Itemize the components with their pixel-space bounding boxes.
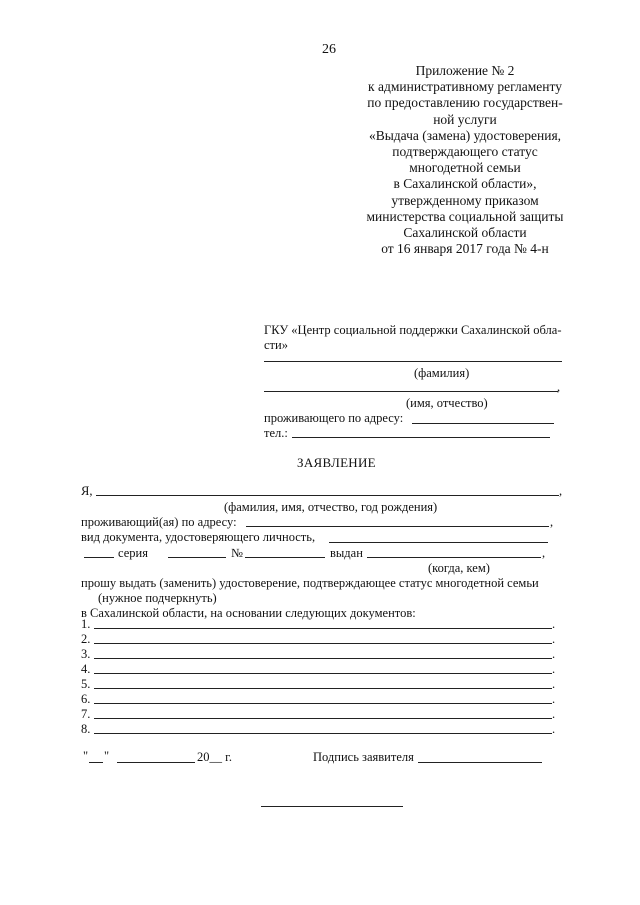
appendix-line: Приложение № 2 [415,63,515,78]
appendix-line: «Выдача (замена) удостоверения, [368,127,562,143]
appendix-line: многодетной семьи [409,160,521,176]
address-field[interactable] [412,423,554,424]
doc-item-number: 4. [81,662,91,676]
doc-item-number: 2. [81,632,91,646]
date-day-field[interactable] [89,762,103,763]
identity-doc-field[interactable] [329,542,548,543]
doc-item-end-dot: . [552,662,556,676]
request-line1: прошу выдать (заменить) удостоверение, подтверждающее статус многодетной семьи [81,576,539,590]
issued-caption: (когда, кем) [428,561,490,575]
i-label: Я, [81,484,93,498]
series-field[interactable] [168,557,226,558]
name-field-comma: , [557,380,561,394]
appendix-line: в Сахалинской области», [393,176,537,192]
doc-item-field[interactable] [94,688,552,689]
doc-item-end-dot: . [552,647,556,661]
doc-item-number: 7. [81,707,91,721]
addressee-org-line2: сти» [264,338,288,352]
date-month-field[interactable] [117,762,195,763]
signature-field[interactable] [418,762,542,763]
doc-item-end-dot: . [552,722,556,736]
issued-by-field[interactable] [367,557,541,558]
doc-item-number: 3. [81,647,91,661]
doc-item-field[interactable] [94,658,552,659]
appendix-line: по предоставлению государствен- [367,95,563,111]
surname-caption: (фамилия) [414,366,470,380]
i-comma: , [559,484,563,498]
appendix-line: Сахалинской области [403,225,527,241]
appendix-header [330,63,600,257]
closing-separator [261,806,403,807]
surname-field[interactable] [264,361,562,362]
residing-comma: , [550,515,554,529]
phone-label: тел.: [264,426,288,440]
appendix-line: утвержденному приказом [391,192,539,208]
appendix-line: подтверждающего статус [392,144,538,160]
doc-item-field[interactable] [94,628,552,629]
appendix-line: к административному регламенту [368,79,562,95]
name-patronymic-field[interactable] [264,391,558,392]
doc-item-field[interactable] [94,703,552,704]
date-quote-open: " [83,749,89,763]
residing-label: проживающий(ая) по адресу: [81,515,237,529]
doc-item-field[interactable] [94,718,552,719]
doc-item-field[interactable] [94,733,552,734]
signature-label: Подпись заявителя [313,750,414,764]
appendix-line: от 16 января 2017 года № 4-н [381,241,549,257]
issued-label: выдан [330,546,363,560]
identity-doc-label: вид документа, удостоверяющего личность, [81,530,316,544]
doc-item-end-dot: . [552,617,556,631]
residing-address-field[interactable] [246,526,549,527]
doc-item-field[interactable] [94,643,552,644]
doc-item-field[interactable] [94,673,552,674]
doc-item-number: 6. [81,692,91,706]
doc-item-end-dot: . [552,692,556,706]
page-number: 26 [322,42,336,57]
number-label: № [231,546,243,560]
doc-item-end-dot: . [552,632,556,646]
doc-item-number: 8. [81,722,91,736]
number-field[interactable] [245,557,325,558]
doc-item-end-dot: . [552,677,556,691]
address-label: проживающего по адресу: [264,411,404,425]
doc-item-number: 1. [81,617,91,631]
fio-caption: (фамилия, имя, отчество, год рождения) [224,500,438,514]
appendix-line: ной услуги [433,111,497,127]
form-title: ЗАЯВЛЕНИЕ [297,455,376,470]
request-underline-hint: (нужное подчеркнуть) [98,591,217,605]
issued-comma: , [542,546,546,560]
doc-item-end-dot: . [552,707,556,721]
addressee-org-line1: ГКУ «Центр социальной поддержки Сахалинской обла- [264,323,562,337]
doc-type-field[interactable] [84,557,114,558]
applicant-fio-field[interactable] [96,495,559,496]
doc-item-number: 5. [81,677,91,691]
series-label: серия [118,546,148,560]
phone-field[interactable] [292,437,550,438]
date-year: 20__ г. [197,750,232,764]
request-line3: в Сахалинской области, на основании следующих документов: [81,606,416,620]
name-caption: (имя, отчество) [406,396,488,410]
appendix-line: министерства социальной защиты [366,208,564,224]
date-quote-close: " [104,749,110,763]
